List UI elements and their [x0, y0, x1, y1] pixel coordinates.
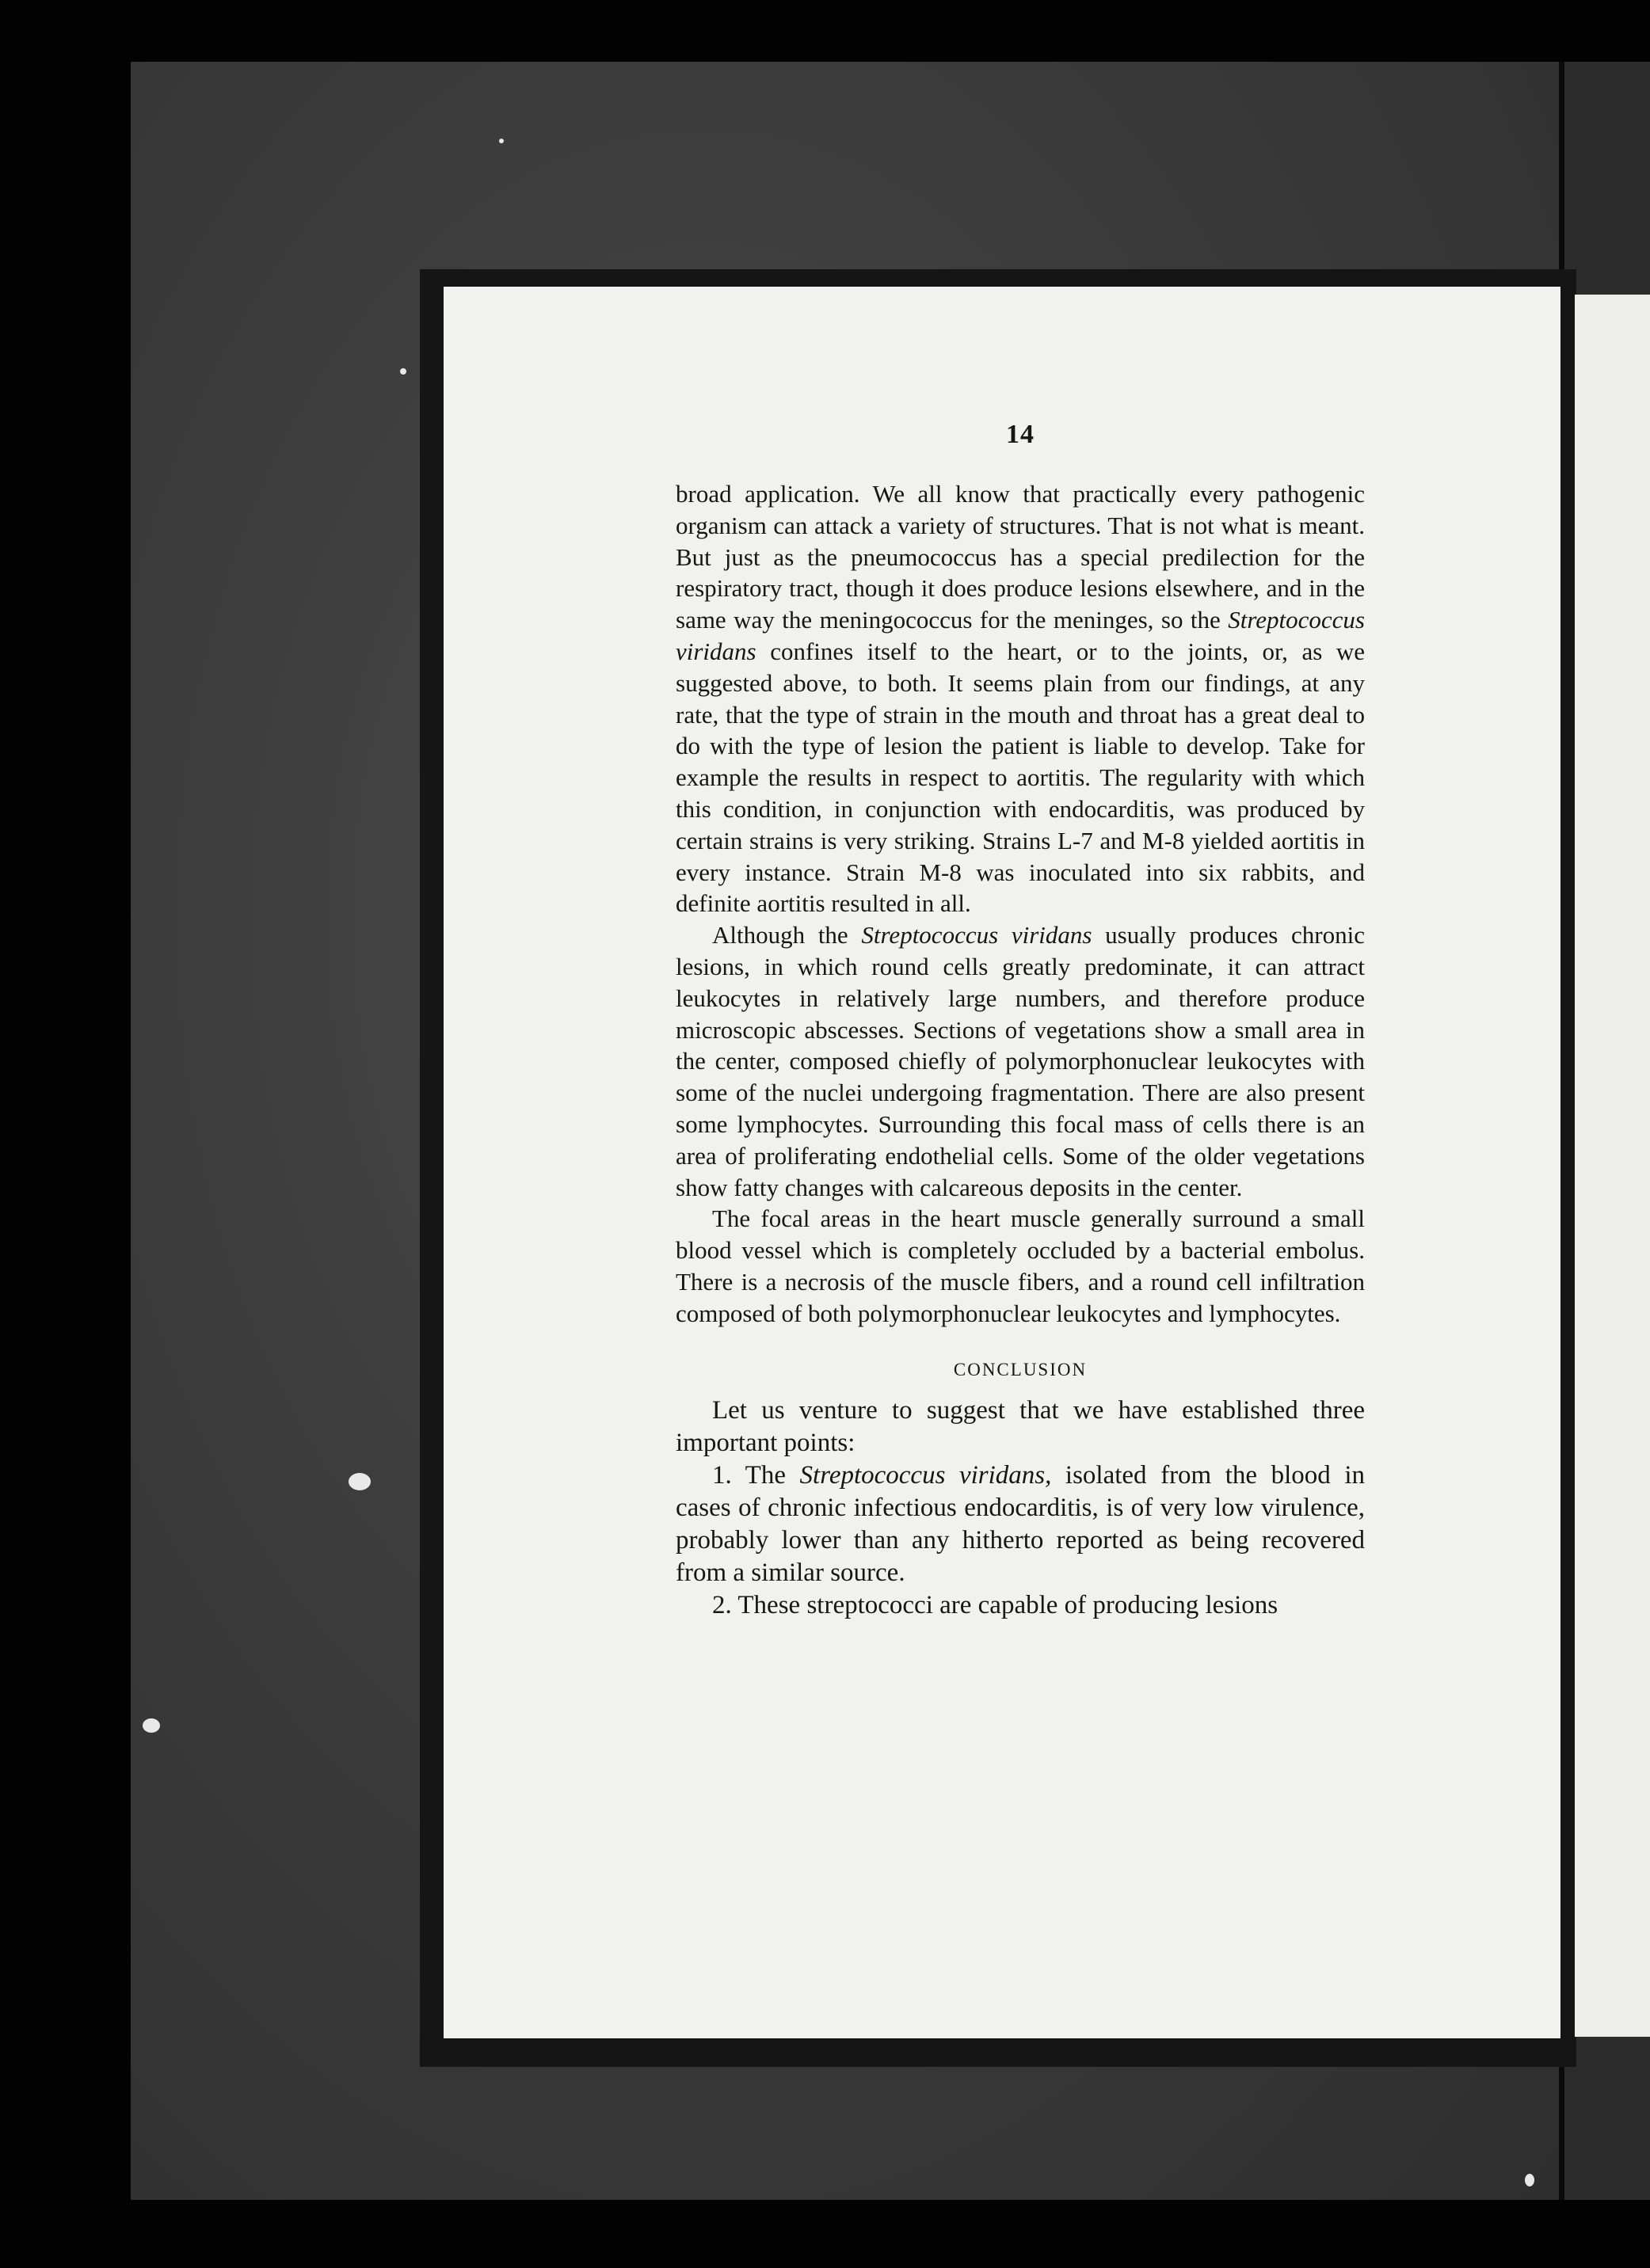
paragraph-p2	[676, 919, 1365, 1203]
paragraph-c2	[676, 1459, 1365, 1589]
text-segment: broad application. We all know that practically every pathogenic organism can attack a variety of structures. That is not what is meant. But just as the pneumococcus has a special predilection for the respiratory tract, though it does produce lesions elsewhere, and in the same way the meningococcus for the meninges, so the	[676, 480, 1365, 634]
text-segment: confines itself to the heart, or to the joints, or, as we suggested above, to both. It seems plain from our findings, at any rate, that the type of strain in the mouth and throat has a great deal to do with the type of lesion the patient is liable to develop. Take for example the results in respect to aortitis. The regularity with which this condition, in conjunction with endocarditis, was produced by certain strains is very striking. Strains L-7 and M-8 yielded aortitis in every instance. Strain M-8 was inoculated into six rabbits, and definite aortitis resulted in all.	[676, 637, 1365, 918]
paragraph-p1	[676, 478, 1365, 919]
text-segment: Let us venture to suggest that we have established three important points:	[676, 1395, 1365, 1457]
paragraph-p3	[676, 1203, 1365, 1329]
text-segment: Although the	[712, 921, 862, 949]
scan-speck	[499, 139, 504, 143]
text-segment: 2. These streptococci are capable of producing lesions	[712, 1590, 1278, 1619]
scan-speck	[400, 368, 406, 375]
text-segment: The focal areas in the heart muscle generally surround a small blood vessel which is completely occluded by a bacterial embolus. There is a necrosis of the muscle fibers, and a round cell infiltration composed of both polymorphonuclear leukocytes and lymphocytes.	[676, 1204, 1365, 1327]
scan-speck	[1525, 2174, 1534, 2186]
paragraph-c1	[676, 1395, 1365, 1459]
facing-page-edge	[1575, 295, 1650, 2037]
scan-speck	[143, 1718, 160, 1733]
italic-text-segment: Streptococcus viridans,	[799, 1460, 1052, 1490]
scan-speck	[349, 1473, 371, 1490]
italic-text-segment: Streptococcus viridans	[861, 921, 1092, 949]
conclusion-paragraphs	[676, 1395, 1365, 1622]
text-segment: 1. The	[712, 1460, 800, 1490]
page-text-block	[676, 420, 1365, 1622]
body-paragraphs	[676, 478, 1365, 1330]
conclusion-heading: CONCLUSION	[953, 1359, 1088, 1379]
page-number: 14	[1006, 420, 1035, 449]
italic-text-segment: Streptococcus viridans	[676, 606, 1365, 665]
paragraph-c3	[676, 1589, 1365, 1622]
text-segment: usually produces chronic lesions, in which round cells greatly predominate, it can attract leukocytes in relatively large numbers, and therefore produce microscopic abscesses. Sections of vegetations show a small area in the center, composed chiefly of polymorphonuclear leukocytes with some of the nuclei undergoing fragmentation. There are also present some lymphocytes. Surrounding this focal mass of cells there is an area of proliferating endothelial cells. Some of the older vegetations show fatty changes with calcareous deposits in the center.	[676, 921, 1365, 1201]
text-segment: isolated from the blood in cases of chronic infectious endocarditis, is of very low virulence, probably lower than any hitherto reported as being recovered from a similar source.	[676, 1460, 1365, 1587]
